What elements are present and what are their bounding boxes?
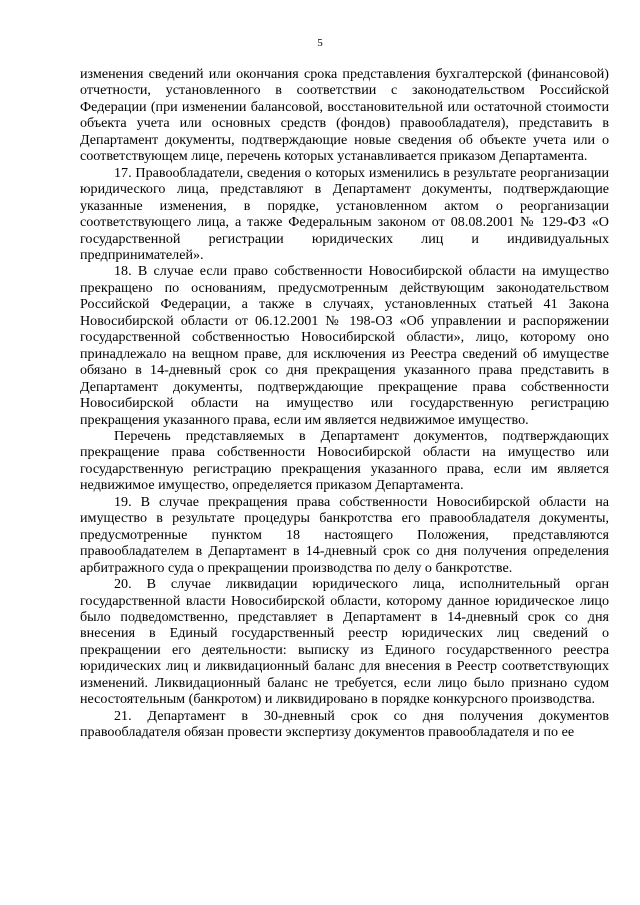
page-number: 5 [317,37,323,49]
paragraph-item-18: 18. В случае если право собственности Новосибирской области на имущество прекращено по основаниям, предусмотренным действующим законодательством Российской Федерации, а также в случаях, установленных статьей 41 Закона Новосибирской области от 06.12.2001 № 198-ОЗ «Об управлении и распоряжении государственной собственностью Новосибирской области», лицо, которому оно принадлежало на вещном праве, для исключения из Реестра сведений об имуществе обязано в 14-дневный срок со дня прекращения указанного права представить в Департамент документы, подтверждающие прекращение права собственности Новосибирской области на имущество или государственную регистрацию прекращения указанного права, если им является недвижимое имущество. [80,263,609,428]
paragraph-item-17: 17. Правообладатели, сведения о которых изменились в результате реорганизации юридического лица, представляют в Департамент документы, подтверждающие указанные изменения, в порядке, установленном актом о реорганизации соответствующего лица, а также Федеральным законом от 08.08.2001 № 129-ФЗ «О государственной регистрации юридических лиц и индивидуальных предпринимателей». [80,164,609,263]
paragraph-item-18-list: Перечень представляемых в Департамент документов, подтверждающих прекращение права собственности Новосибирской области на имущество или государственную регистрацию прекращения указанного права, если им является недвижимое имущество, определяется приказом Департамента. [80,427,609,494]
paragraph-item-21: 21. Департамент в 30-дневный срок со дня получения документов правообладателя обязан провести экспертизу документов правообладателя и по ее [80,707,609,741]
paragraph-item-20: 20. В случае ликвидации юридического лица, исполнительный орган государственной власти Новосибирской области, которому данное юридическое лицо было подведомственно, представляет в Департамент в 14-дневный срок со дня внесения в Единый государственный реестр юридических лиц сведений о прекращении его деятельности: выписку из Единого государственного реестра юридических лиц и ликвидационный баланс для внесения в Реестр соответствующих изменений. Ликвидационный баланс не требуется, если лицо было признано судом несостоятельным (банкротом) и ликвидировано в порядке конкурсного производства. [80,576,609,708]
paragraph-item-19: 19. В случае прекращения права собственности Новосибирской области на имущество в результате процедуры банкротства его правообладателя документы, предусмотренные пунктом 18 настоящего Положения, представляются правообладателем в Департамент в 14-дневный срок со дня получения определения арбитражного суда о прекращении производства по делу о банкротстве. [80,493,609,576]
paragraph-continuation: изменения сведений или окончания срока представления бухгалтерской (финансовой) отчетности, установленного в соответствии с законодательством Российской Федерации (при изменении балансовой, восстановительной или остаточной стоимости объекта учета или основных средств (фондов) правообладателя), представить в Департамент документы, подтверждающие новые сведения об объекте учета или о соответствующем лице, перечень которых устанавливается приказом Департамента. [80,66,609,165]
document-body [80,66,609,741]
